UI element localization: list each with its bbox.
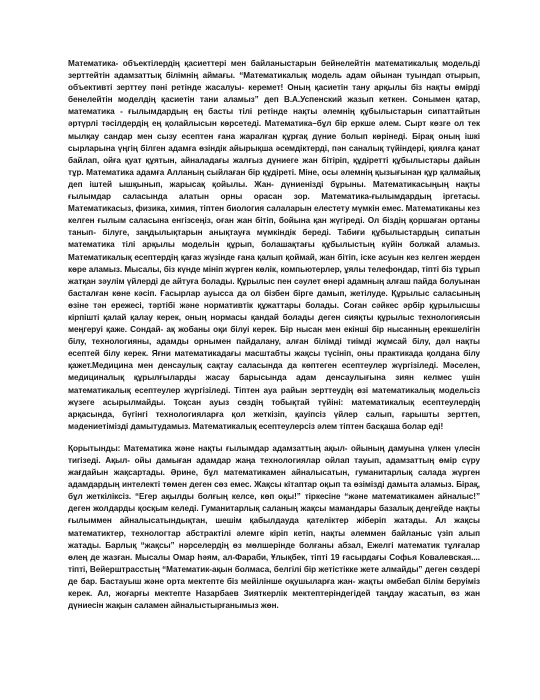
main-body-paragraph: Математика- объектілердің қасиеттері мен байланыстарын бейнелейтін математикалық модельді зерттейтін адамзаттық білімнің аймағы. “Математикалық модель адам ойынан туындап отырып, объективті зерттеу пәні ретінде жасалуы- керемет! Оның қасиетін тану арқылы біз нақты өмірді бенелейтін моделдің қасиетін тани аламыз” деп В.А.Успенский жазып кеткен. Сонымен қатар, математика - ғылымдардың ең басты тілі ретінде нақты әлемнің құбылыстарын сипаттайтын әртүрлі тәсілдердің ең қолайлысын көрсетеді. Математика–бұл бір еркше әлем. Сырт көзге ол тек мылқау сандар мен сызу есептен ғана жаралған құрғақ дүние болып көрінеді. Бірақ оның ішкі сырларына үңгің білген адамға өзіндік айырықша әсемдіктерді, пән саналық түйіндері, қиялға қанат байлап, ойға қуат құятын, айналадағы жалғыз дүниеге жан бітіріп, құдіретті құбылыстары дайын тұр. Математика адамға Алланың сыйлаған бір құдіреті. Міне, осы әлемнің қызығынан құр қалмайық деп іштей ышқынып, жарысақ қойылы. Жан- дүниенізді бұрыны. Математикасыңың нақты ғылымдар саласында алатын орны орасан зор. Математика-ғылымдардың іргетасы. Математикасыз, физика, химия, тіптен биология салаларын елестету мүмкін емес. Математиканы кез келген ғылым саласына енгізсеңіз, оған жан бітіп, бойына қан жүгіреді. Ол біздің қоршаған ортаны танып- білуге, заңдылықтарын анықтауға мүмкіндік береді. Табиғи құбылыстардың сипатын математика тілі арқылы модельін құрып, болашақтағы құбылыстың күйін болжай аламыз. Математикалық есептердің қағаз жүзінде ғана қалып қоймай, жан бітіп, іске асуын кез келген жерден көре аламыз. Мысалы, біз күнде мініп жүрген көлік, компьютерлер, ұялы телефондар, тіпті біз тұрып жатқан зәулім үйлерді де айтуға болады. Құрылыс пен сәулет өнері адамның алғаш пайда болуынан басталған көне кәсіп. Ғасырлар ауысса да ол бізбен бірге дамып, жетілуде. Құрылыс саласының өзіне тән ережесі, тәртібі және нормативтік құжаттары болады. Соған сәйкес әрбір құрылысшы кірпішті қалай қалау керек, оның нормасы қандай болады деген сияқты құрылыс технологиясын меңгеруі қаже. Сондай- ақ жобаны оқи білуі керек. Бір нысан мен екінші бір нысанның ерекшелігін білу, технологияны, адамды орнымен пайдалану, алған білімді тиімді жұмсай білу, дәл нақты есептей білу керек. Яғни математикадағы масштабты жақсы түсініп, оны практикада қолдана білу қажет.Медицина мен денсаулық сақтау саласында да көптеген есептеулер жүргізіледі. Мәселен, медициналық құрылғыларды жасау барысында адам денсаулығына зиян келмес үшін математикалық есептеулер жүргізіледі. Тіптен ауа райын зерттеудің өзі математикалық модельсіз жүзеге асырылмайды. Тоқсан ауыз сөздің тобықтай түйіні: математикалық есептеулердің арқасында, бүгінгі технологияларға қол жеткізіп, қауіпсіз үйлер салып, ғарышты зерттеп, мәдениетімізді дамытудамыз. Математикалық есептеулерсіз әлем тіптен басқаша болар еді! (68, 59, 480, 431)
conclusion-paragraph: Қорытынды: Математика және нақты ғылымдар адамзаттың ақыл- ойының дамуына үлкен үлесін тигізеді. Ақыл- ойы дамыған адамдар жаңа технологиялар ойлап тауып, адамзаттың өмір сүру жағдайын жақсартады. Әрине, бұл математикамен айналысатын, гуманитарлық салада жүрген адамдардың интелекті төмен деген сөз емес. Жақсы кітаптар оқып та өзімізді дамыта аламыз. Бірақ, бұл жеткіліксіз. “Егер ақылды болғың келсе, көп оқы!” тіркесіне “және математикамен айналыс!” деген жолдарды қосқым келеді. Гуманитарлық саланың жақсы мамандары базалық деңгейде нақты ғылыммен айналысатындықтан, шешім қабылдауда қателіктер жіберіп жатады. Ал жақсы математиктер, технологтар абстрактілі әлемге кіріп кетіп, нақты әлеммен байланыс үзіп алып жатады. Барлық “жақсы” нәрселердің өз мөлшерінде болғаны абзал, Ежелгі математик тұлғалар өлең де жазған. Мысалы Омар һәям, ал-Фараби, Ұлықбек, тіпті 19 ғасырдағы Софья Ковалевская.... тіпті, Вейерштрасстың “Математик-ақын болмаса, белгілі бір жетістікке жете алмайды” деген сөздері де бар. Бастауыш және орта мектепте біз мейілінше оқушыларға жан- жақты әмбебап білім беруіміз керек. Ал, жоғарғы мектепте Назарбаев Зияткерлік мектептеріндегідей таңдау жасатып, өз жан дүниесін жақын саламен айналыстырғанымыз жөн. (68, 443, 480, 611)
document-page (68, 58, 480, 612)
